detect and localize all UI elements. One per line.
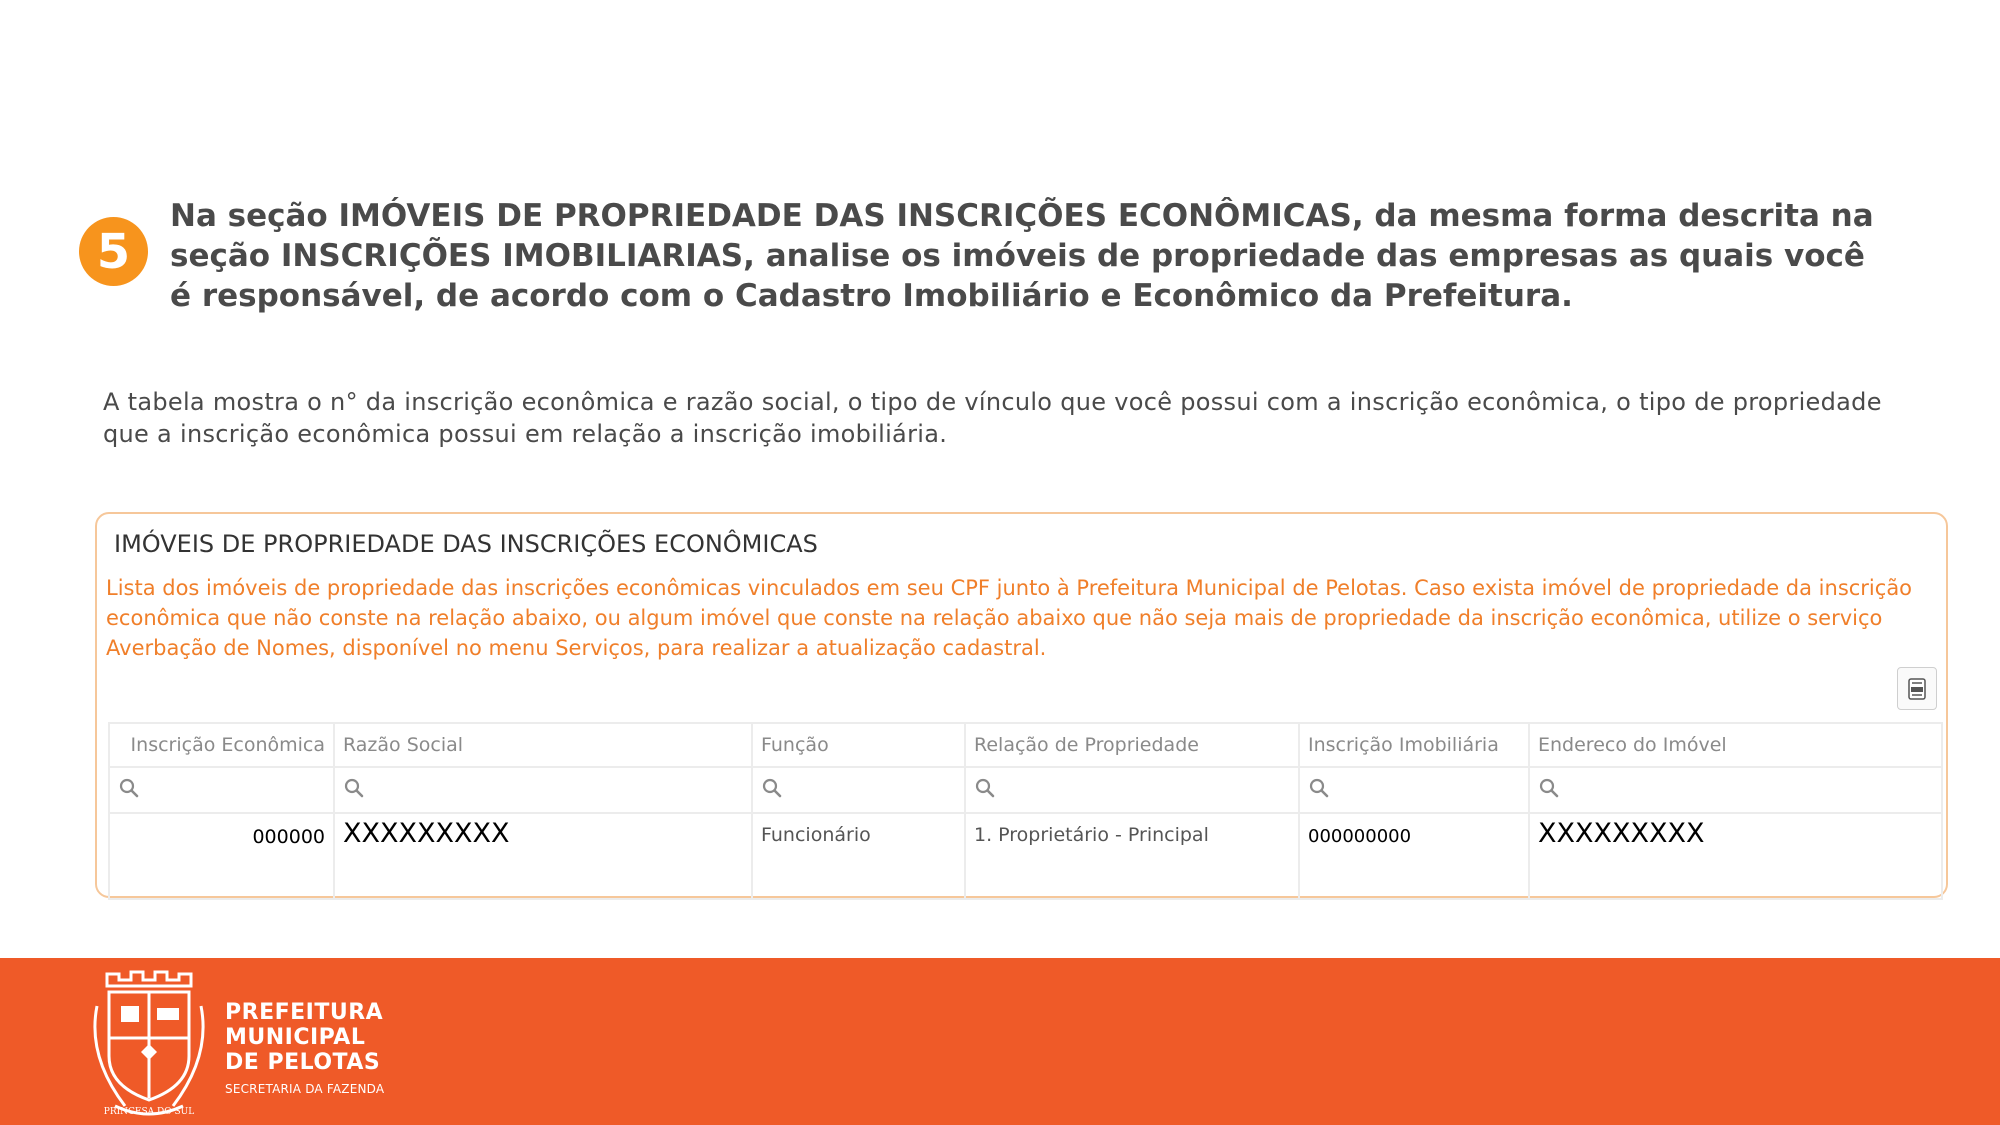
table-row[interactable] [109, 813, 1942, 899]
column-header[interactable]: Endereco do Imóvel [1529, 723, 1942, 767]
search-icon [118, 777, 140, 799]
export-button[interactable] [1897, 667, 1937, 710]
filter-row [109, 767, 1942, 813]
column-header[interactable]: Relação de Propriedade [965, 723, 1299, 767]
column-filter[interactable] [334, 767, 752, 813]
column-filter[interactable] [965, 767, 1299, 813]
cell-endereco: XXXXXXXXX [1529, 813, 1942, 899]
brand-line: MUNICIPAL [225, 1025, 366, 1050]
column-filter[interactable] [109, 767, 334, 813]
cell-razao-social: XXXXXXXXX [334, 813, 752, 899]
intro-paragraph: A tabela mostra o n° da inscrição econômica e razão social, o tipo de vínculo que você possui com a inscrição econômica, o tipo de propriedade que a inscrição econômica possui em relação a inscrição imobiliária. [103, 388, 1882, 448]
column-filter[interactable] [752, 767, 965, 813]
coat-of-arms-logo [85, 966, 210, 1118]
search-icon [761, 777, 783, 799]
xls-export-icon [1907, 678, 1927, 700]
footer-bar [0, 958, 2000, 1125]
cell-funcao: Funcionário [752, 813, 965, 899]
table-header-row [109, 723, 1942, 767]
column-filter[interactable] [1299, 767, 1529, 813]
properties-panel [95, 512, 1948, 898]
svg-text:PRINCESA DO SUL: PRINCESA DO SUL [103, 1107, 195, 1117]
column-filter[interactable] [1529, 767, 1942, 813]
brand-line: DE PELOTAS [225, 1050, 381, 1075]
search-icon [343, 777, 365, 799]
column-header[interactable]: Função [752, 723, 965, 767]
search-icon [974, 777, 996, 799]
panel-title: IMÓVEIS DE PROPRIEDADE DAS INSCRIÇÕES ECONÔMICAS [114, 530, 818, 558]
panel-notice: Lista dos imóveis de propriedade das inscrições econômicas vinculados em seu CPF junto à Prefeitura Municipal de Pelotas. Caso exista imóvel de propriedade da inscrição econômica que não conste na relação abaixo, ou algum imóvel que conste na relação abaixo que não seja mais de propriedade da inscrição econômica, utilize o serviço Averbação de Nomes, disponível no menu Serviços, para realizar a atualização cadastral. [106, 576, 1913, 660]
brand-subtitle: SECRETARIA DA FAZENDA [225, 1082, 385, 1096]
search-icon [1308, 777, 1330, 799]
search-icon [1538, 777, 1560, 799]
instruction-heading: Na seção IMÓVEIS DE PROPRIEDADE DAS INSCRIÇÕES ECONÔMICAS, da mesma forma descrita na seção INSCRIÇÕES IMOBILIARIAS, analise os imóveis de propriedade das empresas as quais você é responsável, de acordo com o Cadastro Imobiliário e Econômico da Prefeitura. [170, 198, 1874, 314]
brand-line: PREFEITURA [225, 1000, 384, 1025]
column-header[interactable]: Inscrição Econômica [109, 723, 334, 767]
step-number-badge: 5 [79, 217, 148, 286]
column-header[interactable]: Razão Social [334, 723, 752, 767]
cell-inscricao-imobiliaria: 000000000 [1299, 813, 1529, 899]
column-header[interactable]: Inscrição Imobiliária [1299, 723, 1529, 767]
brand-text [225, 1000, 384, 1100]
cell-relacao-propriedade: 1. Proprietário - Principal [965, 813, 1299, 899]
properties-table [108, 722, 1943, 900]
cell-inscricao-economica: 000000 [109, 813, 334, 899]
